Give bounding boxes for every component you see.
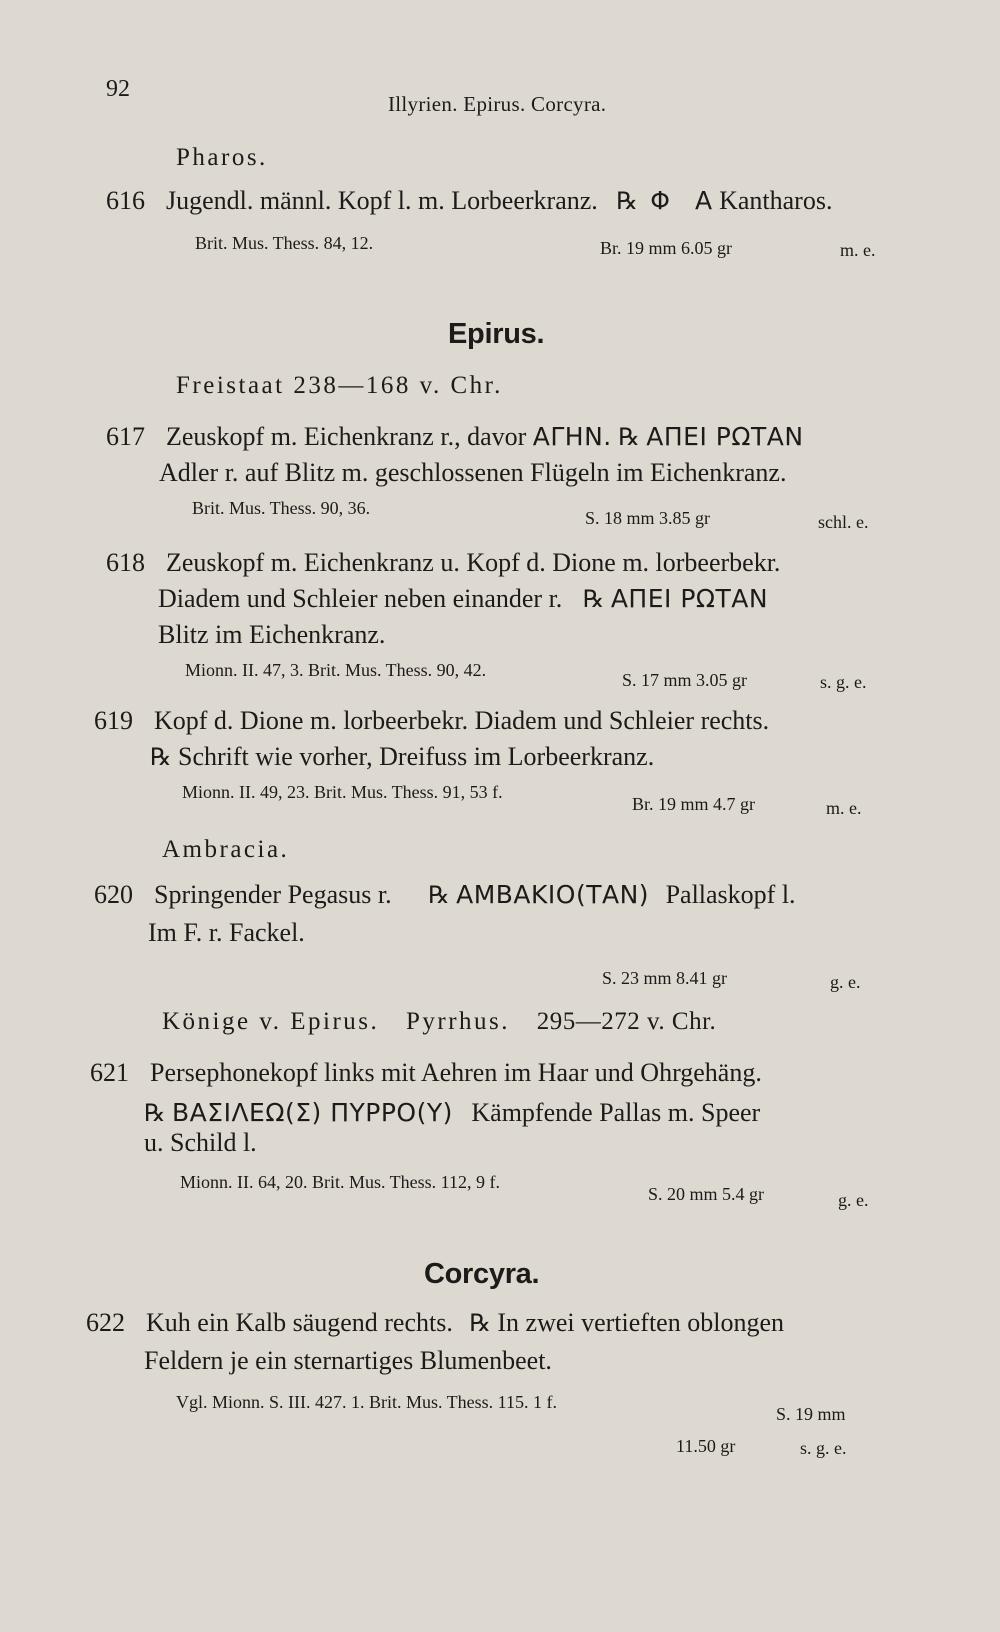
reverse-symbol: ℞ [469,1311,491,1337]
greek-legend: ΑΠΕΙ ΡΩΤΑΝ [646,422,804,451]
section-heading-corcyra: Corcyra. [424,1258,540,1290]
entry-619-line2: ℞ Schrift wie vorher, Dreifuss im Lorbeerkranz. [150,742,655,771]
measurements: Br. 19 mm 4.7 gr [632,794,756,814]
measurements: S. 20 mm 5.4 gr [648,1184,765,1204]
entry-621-line3: u. Schild l. [144,1128,257,1157]
entry-622-line2: Feldern je ein sternartiges Blumenbeet. [144,1346,552,1375]
entry-618: 618 Zeuskopf m. Eichenkranz u. Kopf d. Dione m. lorbeerbekr. [106,548,781,577]
condition: g. e. [830,972,861,992]
entry-619: 619 Kopf d. Dione m. lorbeerbekr. Diadem und Schleier rechts. [94,706,770,735]
page-number: 92 [106,76,130,102]
entry-number: 619 [94,706,133,735]
section-freistaat: Freistaat 238—168 v. Chr. [176,372,503,399]
condition: schl. e. [818,512,869,532]
entry-621: 621 Persephonekopf links mit Aehren im Haar und Ohrgehäng. [90,1058,762,1087]
reference: Vgl. Mionn. S. III. 427. 1. Brit. Mus. Thess. 115. 1 f. [176,1392,558,1412]
reference: Mionn. II. 47, 3. Brit. Mus. Thess. 90, 42. [185,660,487,680]
measurements: S. 18 mm 3.85 gr [585,508,711,528]
greek-legend: ΑΠΕΙ ΡΩΤΑΝ [610,584,769,613]
measurements: S. 23 mm 8.41 gr [602,968,728,988]
reference: Brit. Mus. Thess. 84, 12. [195,233,374,253]
reference: Mionn. II. 64, 20. Brit. Mus. Thess. 112, 9 f. [180,1172,501,1192]
greek-legend: ΒΑΣΙΛΕΩ(Σ) ΠΥΡΡΟ(Υ) [172,1098,453,1127]
reverse-symbol: ℞ [144,1101,166,1127]
reverse-symbol: ℞ [150,745,172,771]
measurements: S. 17 mm 3.05 gr [622,670,748,690]
entry-620-line2: Im F. r. Fackel. [148,918,305,947]
reverse-symbol: ℞ [618,425,640,451]
reverse-symbol: ℞ [428,883,450,909]
measurements: Br. 19 mm 6.05 gr [600,238,733,258]
measurements: S. 19 mm [776,1404,846,1424]
running-title: Illyrien. Epirus. Corcyra. [388,92,607,116]
greek-legend: ΑΜΒΑΚΙΟ(ΤΑΝ) [456,880,650,909]
measurements: 11.50 gr [676,1436,736,1456]
entry-616: 616 Jugendl. männl. Kopf l. m. Lorbeerkranz. ℞ Φ Α Kantharos. [106,186,833,215]
greek-legend: Φ [650,186,671,215]
condition: s. g. e. [820,672,867,692]
reference: Mionn. II. 49, 23. Brit. Mus. Thess. 91, 53 f. [182,782,503,802]
entry-618-line3: Blitz im Eichenkranz. [158,620,386,649]
reverse-symbol: ℞ [582,587,605,613]
section-heading-epirus: Epirus. [448,318,545,350]
section-koenige: Könige v. Epirus. Pyrrhus. 295—272 v. Chr. [162,1008,717,1035]
entry-618-line2: Diadem und Schleier neben einander r. ℞ ΑΠΕΙ ΡΩΤΑΝ [158,584,769,613]
entry-number: 618 [106,548,145,577]
condition: s. g. e. [800,1438,847,1458]
entry-number: 621 [90,1058,129,1087]
greek-legend: ΑΓΗΝ. [532,422,612,451]
reference: Brit. Mus. Thess. 90, 36. [192,498,371,518]
entry-617-line2: Adler r. auf Blitz m. geschlossenen Flügeln im Eichenkranz. [159,458,787,487]
condition: m. e. [840,240,876,260]
section-ambracia: Ambracia. [162,836,290,863]
section-pharos: Pharos. [176,144,268,171]
entry-number: 620 [94,880,133,909]
greek-legend: Α [694,186,713,215]
condition: m. e. [826,798,862,818]
reverse-symbol: ℞ [616,189,638,215]
entry-617: 617 Zeuskopf m. Eichenkranz r., davor ΑΓΗΝ. ℞ ΑΠΕΙ ΡΩΤΑΝ [106,422,804,451]
entry-number: 616 [106,186,145,215]
condition: g. e. [838,1190,869,1210]
entry-number: 617 [106,422,145,451]
entry-622: 622 Kuh ein Kalb säugend rechts. ℞ In zwei vertieften oblongen [86,1308,784,1337]
entry-621-line2: ℞ ΒΑΣΙΛΕΩ(Σ) ΠΥΡΡΟ(Υ) Kämpfende Pallas m. Speer [144,1098,761,1127]
entry-620: 620 Springender Pegasus r. ℞ ΑΜΒΑΚΙΟ(ΤΑΝ) Pallaskopf l. [94,880,796,909]
entry-number: 622 [86,1308,125,1337]
